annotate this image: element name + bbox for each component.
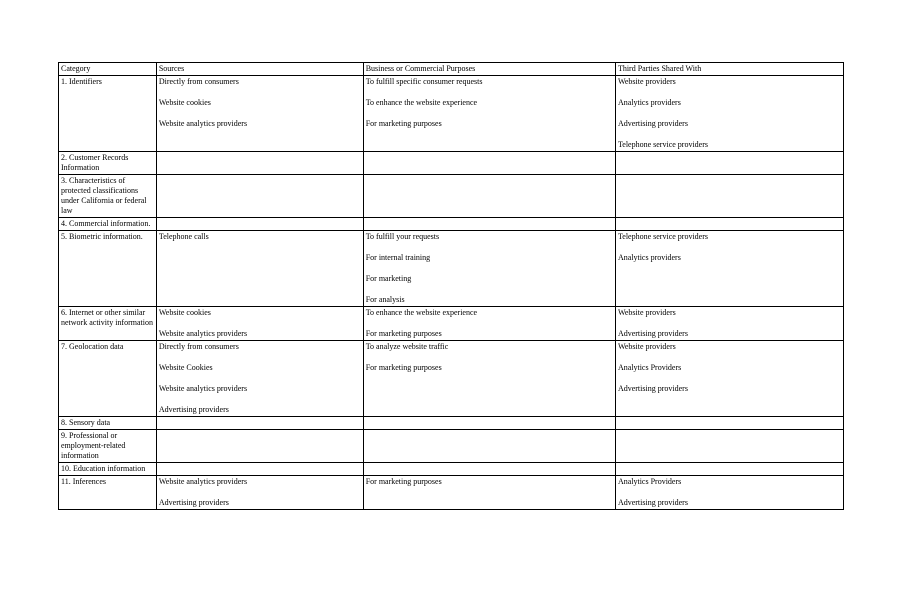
category-cell: 3. Characteristics of protected classifications under California or federal law	[59, 175, 157, 218]
sources-entry: Directly from consumers	[158, 77, 239, 86]
third-parties-entry: Website providers	[617, 77, 676, 86]
third-parties-entry: Analytics Providers	[617, 477, 682, 486]
sources-entry: Website Cookies	[158, 363, 213, 372]
sources-entry: Directly from consumers	[158, 342, 239, 351]
third-parties-entry: Advertising providers	[617, 384, 688, 393]
category-cell: 8. Sensory data	[59, 417, 157, 430]
data-disclosure-table	[58, 62, 844, 510]
third-parties-cell	[615, 76, 843, 152]
third-parties-cell	[615, 307, 843, 341]
header-row	[59, 63, 844, 76]
third-parties-entry: Advertising providers	[617, 119, 688, 128]
purposes-cell	[363, 307, 615, 341]
sources-entry: Website analytics providers	[158, 119, 248, 128]
purposes-cell	[363, 231, 615, 307]
category-cell: 11. Inferences	[59, 476, 157, 510]
category-cell: 1. Identifiers	[59, 76, 157, 152]
table-row	[59, 307, 844, 341]
category-cell: 5. Biometric information.	[59, 231, 157, 307]
third-parties-cell	[615, 218, 843, 231]
table-row	[59, 417, 844, 430]
sources-cell	[156, 476, 363, 510]
purposes-cell	[363, 76, 615, 152]
third-parties-entry: Telephone service providers	[617, 140, 709, 149]
purposes-entry: For marketing purposes	[365, 477, 442, 486]
purposes-cell	[363, 476, 615, 510]
table-row	[59, 463, 844, 476]
sources-entry: Website cookies	[158, 308, 211, 317]
purposes-entry: For analysis	[365, 295, 405, 304]
table-header	[59, 63, 844, 76]
sources-entry: Website analytics providers	[158, 477, 248, 486]
table-row	[59, 231, 844, 307]
sources-entry: Website cookies	[158, 98, 211, 107]
table-row	[59, 152, 844, 175]
sources-entry: Telephone calls	[158, 232, 209, 241]
sources-cell	[156, 430, 363, 463]
third-parties-cell	[615, 341, 843, 417]
third-parties-cell	[615, 152, 843, 175]
sources-cell	[156, 76, 363, 152]
purposes-entry: For marketing purposes	[365, 363, 442, 372]
purposes-entry: To enhance the website experience	[365, 308, 478, 317]
sources-cell	[156, 463, 363, 476]
purposes-cell	[363, 152, 615, 175]
sources-cell	[156, 218, 363, 231]
purposes-cell	[363, 175, 615, 218]
purposes-entry: To analyze website traffic	[365, 342, 449, 351]
third-parties-cell	[615, 175, 843, 218]
table-row	[59, 218, 844, 231]
sources-cell	[156, 231, 363, 307]
third-parties-entry: Website providers	[617, 308, 676, 317]
category-cell: 7. Geolocation data	[59, 341, 157, 417]
purposes-entry: For marketing purposes	[365, 119, 442, 128]
category-cell: 9. Professional or employment-related information	[59, 430, 157, 463]
sources-cell	[156, 307, 363, 341]
purposes-entry: For internal training	[365, 253, 431, 262]
purposes-entry: To fulfill your requests	[365, 232, 440, 241]
purposes-cell	[363, 341, 615, 417]
third-parties-entry: Advertising providers	[617, 329, 688, 338]
table-row	[59, 430, 844, 463]
third-parties-cell	[615, 476, 843, 510]
category-cell: 10. Education information	[59, 463, 157, 476]
third-parties-entry: Analytics providers	[617, 253, 681, 262]
sources-cell	[156, 175, 363, 218]
purposes-entry: For marketing	[365, 274, 412, 283]
sources-cell	[156, 152, 363, 175]
table-row	[59, 476, 844, 510]
sources-entry: Advertising providers	[158, 405, 229, 414]
header-third-parties: Third Parties Shared With	[615, 63, 843, 76]
third-parties-entry: Website providers	[617, 342, 676, 351]
purposes-cell	[363, 417, 615, 430]
sources-entry: Advertising providers	[158, 498, 229, 507]
third-parties-entry: Analytics providers	[617, 98, 681, 107]
purposes-entry: To fulfill specific consumer requests	[365, 77, 483, 86]
third-parties-cell	[615, 430, 843, 463]
sources-cell	[156, 417, 363, 430]
purposes-cell	[363, 430, 615, 463]
category-cell: 2. Customer Records Information	[59, 152, 157, 175]
purposes-entry: For marketing purposes	[365, 329, 442, 338]
third-parties-entry: Advertising providers	[617, 498, 688, 507]
table-body	[59, 76, 844, 510]
table-row	[59, 76, 844, 152]
header-purposes: Business or Commercial Purposes	[363, 63, 615, 76]
table-row	[59, 175, 844, 218]
purposes-cell	[363, 218, 615, 231]
sources-entry: Website analytics providers	[158, 329, 248, 338]
purposes-cell	[363, 463, 615, 476]
third-parties-entry: Analytics Providers	[617, 363, 682, 372]
sources-cell	[156, 341, 363, 417]
category-cell: 4. Commercial information.	[59, 218, 157, 231]
third-parties-cell	[615, 463, 843, 476]
table-row	[59, 341, 844, 417]
purposes-entry: To enhance the website experience	[365, 98, 478, 107]
header-category: Category	[59, 63, 157, 76]
sources-entry: Website analytics providers	[158, 384, 248, 393]
third-parties-entry: Telephone service providers	[617, 232, 709, 241]
third-parties-cell	[615, 417, 843, 430]
category-cell: 6. Internet or other similar network activity information	[59, 307, 157, 341]
third-parties-cell	[615, 231, 843, 307]
header-sources: Sources	[156, 63, 363, 76]
